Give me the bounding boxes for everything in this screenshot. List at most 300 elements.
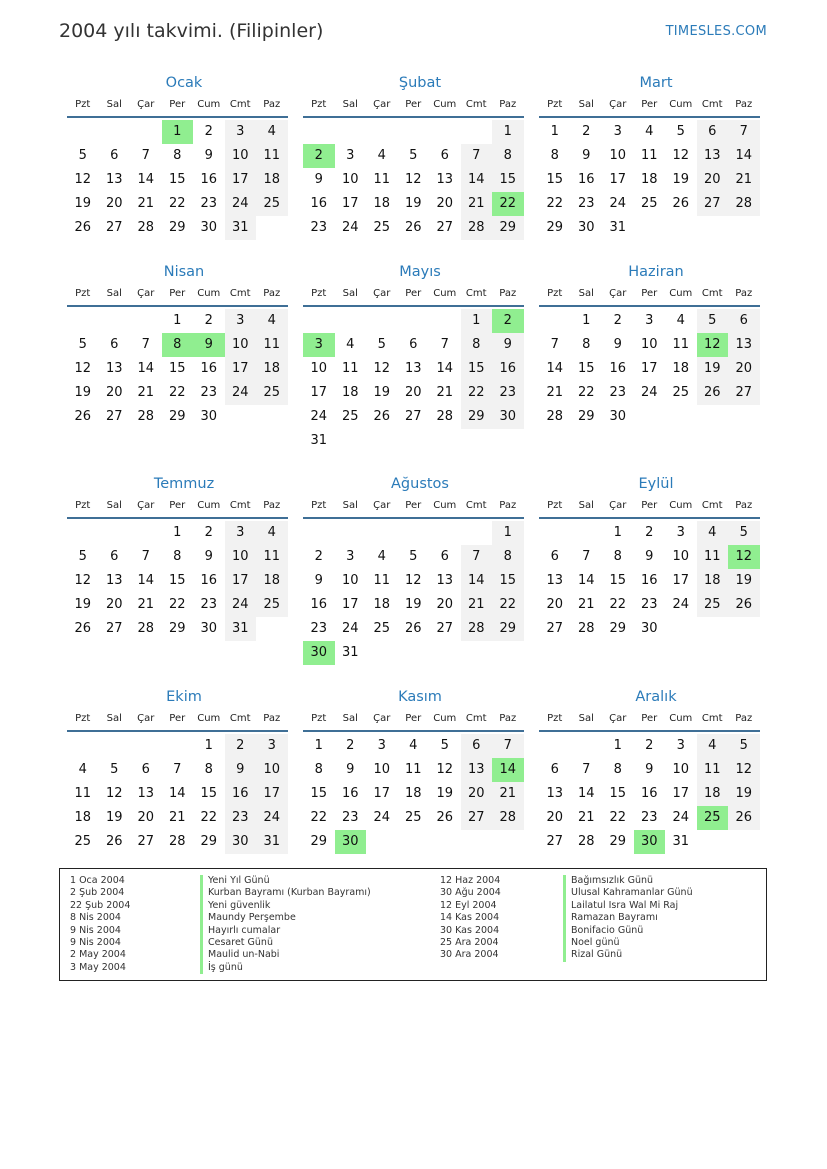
day-cell: 24 bbox=[225, 593, 257, 617]
day-cell: 8 bbox=[461, 333, 493, 357]
weekday-label: Cmt bbox=[701, 99, 723, 110]
holiday-day-cell: 12 bbox=[697, 333, 729, 357]
weekday-label: Pzt bbox=[547, 288, 563, 299]
brand-link[interactable]: TIMESLES.COM bbox=[665, 24, 767, 39]
day-cell: 22 bbox=[168, 196, 186, 211]
day-cell: 27 bbox=[105, 621, 123, 636]
day-cell: 29 bbox=[609, 621, 627, 636]
holiday-day-cell: 3 bbox=[303, 333, 335, 357]
day-cell: 12 bbox=[74, 172, 92, 187]
day-cell: 31 bbox=[256, 830, 288, 854]
day-cell: 14 bbox=[436, 361, 454, 376]
weekday-label: Cum bbox=[197, 288, 221, 299]
weekday-header bbox=[67, 708, 288, 732]
weekday-label: Cmt bbox=[465, 288, 487, 299]
day-cell: 16 bbox=[341, 786, 359, 801]
day-cell: 6 bbox=[110, 148, 119, 163]
day-cell: 30 bbox=[225, 830, 257, 854]
day-cell: 6 bbox=[440, 148, 449, 163]
day-cell: 21 bbox=[577, 810, 595, 825]
day-cell: 10 bbox=[640, 337, 658, 352]
day-cell: 29 bbox=[200, 834, 218, 849]
day-cell: 24 bbox=[225, 381, 257, 405]
legend-date: 30 Ara 2004 bbox=[440, 949, 499, 961]
day-cell: 25 bbox=[697, 593, 729, 617]
weekday-label: Sal bbox=[106, 500, 122, 511]
day-cell: 4 bbox=[645, 124, 654, 139]
day-cell: 19 bbox=[728, 569, 760, 593]
day-cell: 17 bbox=[341, 597, 359, 612]
day-cell: 18 bbox=[373, 196, 391, 211]
weekday-label: Per bbox=[169, 99, 186, 110]
weekday-label: Sal bbox=[578, 500, 594, 511]
day-cell: 8 bbox=[492, 144, 524, 168]
day-cell: 14 bbox=[461, 168, 493, 192]
day-cell: 27 bbox=[404, 409, 422, 424]
day-cell: 13 bbox=[436, 172, 454, 187]
weekday-label: Çar bbox=[373, 713, 391, 724]
day-cell: 3 bbox=[225, 521, 257, 545]
day-cell: 27 bbox=[546, 834, 564, 849]
holiday-day-cell: 25 bbox=[697, 806, 729, 830]
day-cell: 5 bbox=[409, 549, 418, 564]
day-cell: 28 bbox=[461, 617, 493, 641]
day-cell: 3 bbox=[346, 549, 355, 564]
legend-date: 22 Şub 2004 bbox=[70, 899, 131, 911]
month-name: Eylül bbox=[638, 476, 674, 492]
day-cell: 27 bbox=[436, 621, 454, 636]
day-cell: 9 bbox=[204, 148, 213, 163]
day-cell: 26 bbox=[697, 381, 729, 405]
day-cell: 24 bbox=[225, 192, 257, 216]
day-cell: 2 bbox=[204, 525, 213, 540]
day-cell: 7 bbox=[141, 148, 150, 163]
day-cell: 25 bbox=[373, 621, 391, 636]
day-cell: 5 bbox=[409, 148, 418, 163]
day-cell: 10 bbox=[310, 361, 328, 376]
day-cell: 24 bbox=[609, 196, 627, 211]
day-cell: 21 bbox=[728, 168, 760, 192]
day-cell: 24 bbox=[341, 220, 359, 235]
day-cell: 28 bbox=[137, 409, 155, 424]
day-cell: 24 bbox=[640, 385, 658, 400]
weekday-label: Sal bbox=[106, 288, 122, 299]
day-cell: 19 bbox=[404, 196, 422, 211]
weekday-header bbox=[303, 94, 524, 118]
day-cell: 21 bbox=[168, 810, 186, 825]
day-cell: 6 bbox=[550, 762, 559, 777]
weekday-label: Cmt bbox=[465, 713, 487, 724]
weekday-label: Sal bbox=[342, 500, 358, 511]
day-cell: 14 bbox=[461, 569, 493, 593]
day-cell: 8 bbox=[204, 762, 213, 777]
day-cell: 27 bbox=[436, 220, 454, 235]
weekday-label: Cum bbox=[433, 99, 457, 110]
day-cell: 7 bbox=[582, 762, 591, 777]
day-cell: 5 bbox=[78, 337, 87, 352]
day-cell: 27 bbox=[697, 192, 729, 216]
weekday-label: Cmt bbox=[701, 288, 723, 299]
weekday-label: Cmt bbox=[229, 500, 251, 511]
month-2 bbox=[547, 72, 771, 262]
legend-holiday-name: Maulid un-Nabi bbox=[200, 949, 371, 961]
day-cell: 28 bbox=[492, 806, 524, 830]
day-cell: 28 bbox=[728, 192, 760, 216]
day-cell: 31 bbox=[609, 220, 627, 235]
day-cell: 11 bbox=[697, 545, 729, 569]
day-cell: 21 bbox=[546, 385, 564, 400]
day-cell: 1 bbox=[173, 313, 182, 328]
weekday-label: Per bbox=[169, 500, 186, 511]
day-cell: 4 bbox=[256, 120, 288, 144]
day-cell: 20 bbox=[105, 597, 123, 612]
day-cell: 19 bbox=[105, 810, 123, 825]
weekday-header bbox=[67, 94, 288, 118]
day-cell: 28 bbox=[168, 834, 186, 849]
day-cell: 13 bbox=[105, 172, 123, 187]
day-cell: 13 bbox=[546, 786, 564, 801]
weekday-label: Per bbox=[405, 713, 422, 724]
weekday-label: Cmt bbox=[701, 500, 723, 511]
legend-date: 2 Şub 2004 bbox=[70, 887, 125, 899]
day-cell: 9 bbox=[613, 337, 622, 352]
day-cell: 29 bbox=[461, 405, 493, 429]
day-cell: 15 bbox=[168, 361, 186, 376]
day-cell: 23 bbox=[310, 220, 328, 235]
holiday-day-cell: 2 bbox=[492, 309, 524, 333]
day-grid bbox=[75, 732, 299, 876]
day-cell: 20 bbox=[728, 357, 760, 381]
day-cell: 28 bbox=[137, 220, 155, 235]
day-cell: 25 bbox=[640, 196, 658, 211]
weekday-label: Pzt bbox=[311, 500, 327, 511]
weekday-label: Cum bbox=[433, 500, 457, 511]
day-cell: 14 bbox=[546, 361, 564, 376]
day-cell: 30 bbox=[492, 405, 524, 429]
weekday-label: Sal bbox=[106, 99, 122, 110]
day-cell: 29 bbox=[310, 834, 328, 849]
weekday-label: Cum bbox=[669, 713, 693, 724]
day-cell: 25 bbox=[672, 385, 690, 400]
legend-names-right bbox=[563, 875, 693, 962]
weekday-label: Paz bbox=[735, 500, 753, 511]
weekday-label: Çar bbox=[609, 99, 627, 110]
day-cell: 23 bbox=[225, 806, 257, 830]
weekday-label: Çar bbox=[373, 99, 391, 110]
day-cell: 1 bbox=[613, 525, 622, 540]
day-cell: 29 bbox=[609, 834, 627, 849]
weekday-label: Per bbox=[641, 288, 658, 299]
holiday-day-cell: 1 bbox=[162, 120, 194, 144]
day-cell: 14 bbox=[137, 573, 155, 588]
holiday-day-cell: 8 bbox=[162, 333, 194, 357]
day-cell: 3 bbox=[676, 525, 685, 540]
legend-holiday-name: Ulusal Kahramanlar Günü bbox=[563, 887, 693, 899]
day-cell: 10 bbox=[341, 573, 359, 588]
day-cell: 8 bbox=[613, 549, 622, 564]
weekday-label: Per bbox=[169, 288, 186, 299]
day-cell: 12 bbox=[74, 573, 92, 588]
day-cell: 17 bbox=[672, 786, 690, 801]
day-cell: 10 bbox=[225, 545, 257, 569]
day-cell: 7 bbox=[173, 762, 182, 777]
day-cell: 8 bbox=[613, 762, 622, 777]
weekday-label: Sal bbox=[578, 99, 594, 110]
day-cell: 6 bbox=[461, 734, 493, 758]
weekday-label: Sal bbox=[342, 99, 358, 110]
day-cell: 19 bbox=[672, 172, 690, 187]
legend-holiday-name: Hayırlı cumalar bbox=[200, 925, 371, 937]
day-cell: 15 bbox=[609, 786, 627, 801]
day-cell: 28 bbox=[577, 621, 595, 636]
weekday-header bbox=[539, 94, 760, 118]
day-cell: 16 bbox=[200, 573, 218, 588]
day-grid bbox=[75, 118, 299, 262]
day-cell: 6 bbox=[110, 337, 119, 352]
day-cell: 13 bbox=[105, 573, 123, 588]
day-cell: 1 bbox=[314, 738, 323, 753]
day-cell: 23 bbox=[200, 196, 218, 211]
month-8 bbox=[547, 473, 771, 663]
weekday-label: Paz bbox=[263, 99, 281, 110]
day-cell: 6 bbox=[440, 549, 449, 564]
holiday-day-cell: 30 bbox=[335, 830, 367, 854]
day-cell: 10 bbox=[672, 549, 690, 564]
day-cell: 7 bbox=[141, 549, 150, 564]
day-cell: 23 bbox=[492, 381, 524, 405]
day-cell: 8 bbox=[550, 148, 559, 163]
day-cell: 10 bbox=[225, 144, 257, 168]
day-cell: 12 bbox=[373, 361, 391, 376]
legend-date: 9 Nis 2004 bbox=[70, 937, 121, 949]
day-cell: 7 bbox=[461, 144, 493, 168]
day-cell: 7 bbox=[582, 549, 591, 564]
weekday-label: Pzt bbox=[75, 713, 91, 724]
day-cell: 15 bbox=[546, 172, 564, 187]
legend-dates-left bbox=[70, 875, 130, 974]
day-cell: 3 bbox=[256, 734, 288, 758]
month-name: Mayıs bbox=[399, 264, 441, 280]
month-10 bbox=[311, 686, 535, 876]
day-cell: 29 bbox=[546, 220, 564, 235]
day-cell: 14 bbox=[728, 144, 760, 168]
day-cell: 26 bbox=[404, 621, 422, 636]
day-cell: 20 bbox=[697, 168, 729, 192]
day-cell: 7 bbox=[141, 337, 150, 352]
day-cell: 30 bbox=[200, 220, 218, 235]
month-3 bbox=[75, 261, 299, 451]
day-cell: 9 bbox=[645, 762, 654, 777]
day-cell: 24 bbox=[310, 409, 328, 424]
weekday-label: Cmt bbox=[229, 288, 251, 299]
day-cell: 20 bbox=[105, 385, 123, 400]
day-cell: 1 bbox=[492, 120, 524, 144]
weekday-label: Paz bbox=[499, 99, 517, 110]
day-cell: 12 bbox=[728, 758, 760, 782]
day-cell: 18 bbox=[256, 357, 288, 381]
weekday-label: Cmt bbox=[701, 713, 723, 724]
day-cell: 9 bbox=[204, 549, 213, 564]
day-cell: 13 bbox=[728, 333, 760, 357]
month-name: Haziran bbox=[628, 264, 684, 280]
weekday-label: Çar bbox=[609, 500, 627, 511]
day-cell: 15 bbox=[577, 361, 595, 376]
month-9 bbox=[75, 686, 299, 876]
day-cell: 1 bbox=[173, 525, 182, 540]
day-cell: 24 bbox=[256, 806, 288, 830]
day-cell: 27 bbox=[105, 409, 123, 424]
day-cell: 7 bbox=[440, 337, 449, 352]
weekday-label: Paz bbox=[499, 288, 517, 299]
day-cell: 12 bbox=[404, 573, 422, 588]
day-cell: 23 bbox=[640, 597, 658, 612]
day-cell: 19 bbox=[74, 597, 92, 612]
day-cell: 4 bbox=[676, 313, 685, 328]
weekday-label: Paz bbox=[263, 288, 281, 299]
day-cell: 11 bbox=[404, 762, 422, 777]
holiday-day-cell: 2 bbox=[303, 144, 335, 168]
day-grid bbox=[547, 519, 771, 663]
legend-holiday-name: Kurban Bayramı (Kurban Bayramı) bbox=[200, 887, 371, 899]
day-cell: 22 bbox=[609, 810, 627, 825]
day-cell: 13 bbox=[436, 573, 454, 588]
day-cell: 10 bbox=[373, 762, 391, 777]
day-cell: 6 bbox=[728, 309, 760, 333]
day-cell: 16 bbox=[310, 196, 328, 211]
weekday-label: Cum bbox=[197, 99, 221, 110]
day-cell: 31 bbox=[225, 617, 257, 641]
weekday-label: Per bbox=[641, 99, 658, 110]
day-cell: 17 bbox=[609, 172, 627, 187]
day-cell: 11 bbox=[256, 144, 288, 168]
day-cell: 26 bbox=[373, 409, 391, 424]
day-cell: 3 bbox=[645, 313, 654, 328]
day-cell: 22 bbox=[546, 196, 564, 211]
day-cell: 31 bbox=[310, 433, 328, 448]
day-cell: 11 bbox=[672, 337, 690, 352]
day-cell: 5 bbox=[728, 734, 760, 758]
day-cell: 14 bbox=[137, 361, 155, 376]
weekday-label: Per bbox=[641, 713, 658, 724]
day-cell: 3 bbox=[346, 148, 355, 163]
weekday-label: Cum bbox=[669, 99, 693, 110]
day-cell: 25 bbox=[74, 834, 92, 849]
day-cell: 9 bbox=[225, 758, 257, 782]
day-cell: 17 bbox=[256, 782, 288, 806]
day-cell: 12 bbox=[404, 172, 422, 187]
day-cell: 5 bbox=[676, 124, 685, 139]
day-cell: 22 bbox=[577, 385, 595, 400]
day-cell: 28 bbox=[546, 409, 564, 424]
day-cell: 27 bbox=[728, 381, 760, 405]
day-cell: 25 bbox=[256, 593, 288, 617]
day-cell: 6 bbox=[110, 549, 119, 564]
legend-date: 3 May 2004 bbox=[70, 961, 126, 973]
day-cell: 15 bbox=[492, 569, 524, 593]
day-cell: 4 bbox=[346, 337, 355, 352]
day-cell: 11 bbox=[341, 361, 359, 376]
day-cell: 29 bbox=[577, 409, 595, 424]
weekday-label: Pzt bbox=[547, 99, 563, 110]
weekday-label: Çar bbox=[609, 288, 627, 299]
day-cell: 29 bbox=[492, 617, 524, 641]
legend-holiday-name: Rizal Günü bbox=[563, 949, 693, 961]
day-cell: 2 bbox=[346, 738, 355, 753]
day-cell: 26 bbox=[404, 220, 422, 235]
day-cell: 13 bbox=[461, 758, 493, 782]
day-cell: 1 bbox=[204, 738, 213, 753]
weekday-label: Sal bbox=[342, 713, 358, 724]
day-cell: 28 bbox=[461, 216, 493, 240]
day-cell: 3 bbox=[225, 309, 257, 333]
weekday-label: Paz bbox=[499, 713, 517, 724]
day-cell: 28 bbox=[436, 409, 454, 424]
weekday-label: Cmt bbox=[229, 99, 251, 110]
day-cell: 18 bbox=[640, 172, 658, 187]
day-cell: 22 bbox=[492, 593, 524, 617]
day-cell: 2 bbox=[613, 313, 622, 328]
day-cell: 18 bbox=[341, 385, 359, 400]
day-cell: 23 bbox=[609, 385, 627, 400]
day-cell: 13 bbox=[105, 361, 123, 376]
day-cell: 8 bbox=[173, 148, 182, 163]
day-cell: 9 bbox=[346, 762, 355, 777]
day-cell: 25 bbox=[256, 192, 288, 216]
month-name: Şubat bbox=[398, 75, 442, 91]
legend-date: 2 May 2004 bbox=[70, 949, 126, 961]
day-cell: 4 bbox=[256, 521, 288, 545]
legend-holiday-name: İş günü bbox=[200, 962, 371, 974]
weekday-header bbox=[67, 283, 288, 307]
day-cell: 22 bbox=[168, 385, 186, 400]
day-cell: 9 bbox=[314, 573, 323, 588]
day-cell: 15 bbox=[168, 573, 186, 588]
day-cell: 19 bbox=[74, 196, 92, 211]
day-cell: 10 bbox=[609, 148, 627, 163]
day-cell: 30 bbox=[609, 409, 627, 424]
day-cell: 21 bbox=[436, 385, 454, 400]
day-grid bbox=[547, 732, 771, 876]
day-cell: 9 bbox=[645, 549, 654, 564]
day-cell: 2 bbox=[645, 525, 654, 540]
weekday-label: Sal bbox=[578, 713, 594, 724]
day-cell: 11 bbox=[373, 172, 391, 187]
day-cell: 1 bbox=[461, 309, 493, 333]
day-cell: 21 bbox=[461, 593, 493, 617]
weekday-header bbox=[303, 495, 524, 519]
legend-holiday-name: Cesaret Günü bbox=[200, 937, 371, 949]
day-cell: 14 bbox=[137, 172, 155, 187]
day-grid bbox=[547, 307, 771, 451]
day-grid bbox=[311, 732, 535, 876]
day-cell: 11 bbox=[697, 758, 729, 782]
day-cell: 29 bbox=[168, 409, 186, 424]
legend-date: 30 Ağu 2004 bbox=[440, 887, 501, 899]
page-title: 2004 yılı takvimi. (Filipinler) bbox=[59, 20, 324, 42]
day-cell: 11 bbox=[74, 786, 92, 801]
day-cell: 22 bbox=[609, 597, 627, 612]
month-name: Ekim bbox=[166, 689, 202, 705]
day-cell: 23 bbox=[310, 621, 328, 636]
day-cell: 3 bbox=[676, 738, 685, 753]
day-cell: 9 bbox=[314, 172, 323, 187]
legend-date: 30 Kas 2004 bbox=[440, 924, 500, 936]
day-cell: 10 bbox=[672, 762, 690, 777]
holiday-legend bbox=[59, 868, 767, 981]
day-cell: 23 bbox=[200, 597, 218, 612]
day-cell: 22 bbox=[310, 810, 328, 825]
weekday-label: Sal bbox=[106, 713, 122, 724]
